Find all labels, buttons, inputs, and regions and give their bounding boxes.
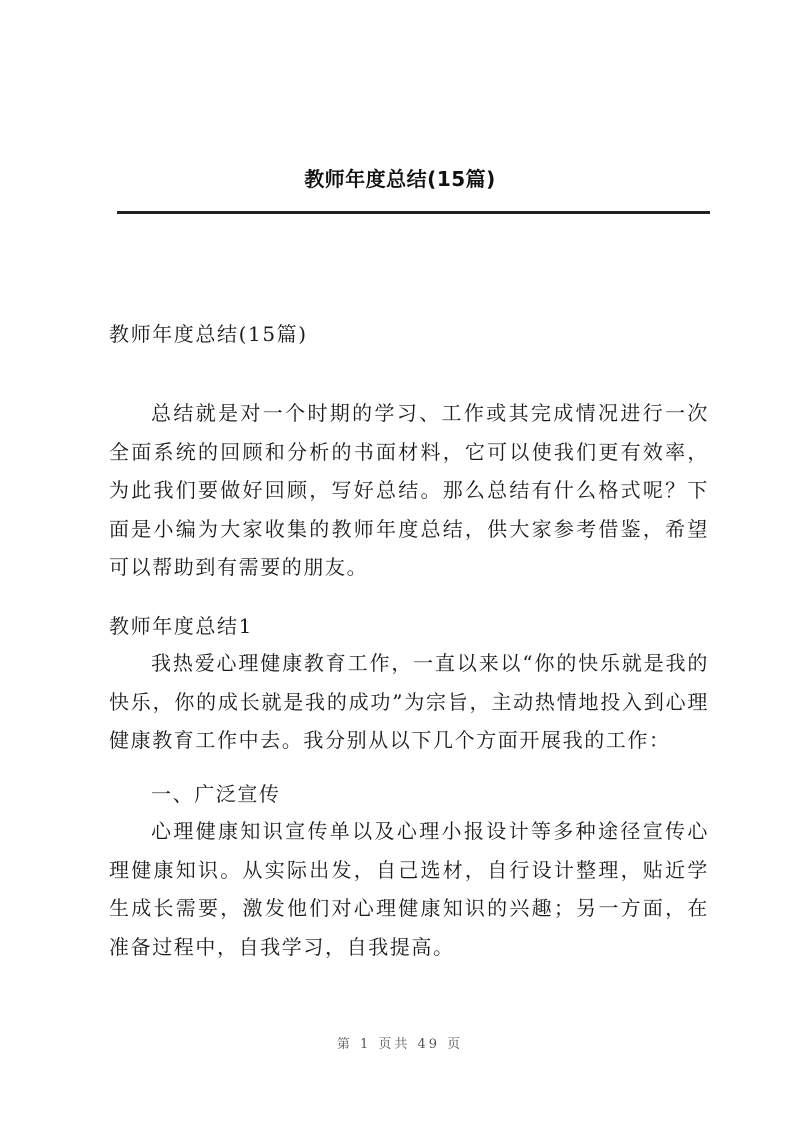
section-1-paragraph-2: 心理健康知识宣传单以及心理小报设计等多种途径宣传心理健康知识。从实际出发，自己选材，自行设计整理，贴近学生成长需要，激发他们对心理健康知识的兴趣；另一方面，在准备过程中，自我学习，自我提高。 (109, 819, 709, 959)
document-title: 教师年度总结(15篇) (109, 322, 308, 346)
page-header-title: 教师年度总结(15篇) (304, 167, 496, 191)
intro-paragraph: 总结就是对一个时期的学习、工作或其完成情况进行一次全面系统的回顾和分析的书面材料，它可以使我们更有效率，为此我们要做好回顾，写好总结。那么总结有什么格式呢？下面是小编为大家收集的教师年度总结，供大家参考借鉴，希望可以帮助到有需要的朋友。 (109, 401, 709, 579)
section-heading-1: 教师年度总结1 (109, 614, 253, 638)
section-1-paragraph-1: 我热爱心理健康教育工作，一直以来以“你的快乐就是我的快乐，你的成长就是我的成功”为宗旨，主动热情地投入到心理健康教育工作中去。我分别从以下几个方面开展我的工作： (109, 651, 709, 752)
subheading-1: 一、广泛宣传 (151, 782, 281, 806)
header-divider (117, 211, 710, 214)
page-footer: 第 1 页共 49 页 (336, 1037, 464, 1052)
